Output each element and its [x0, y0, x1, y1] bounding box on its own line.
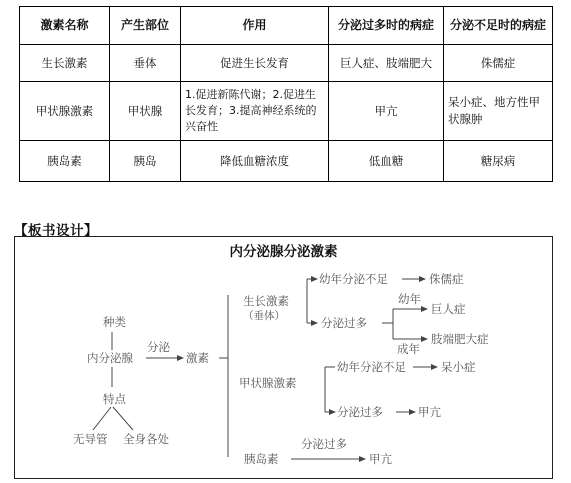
board-design-diagram [14, 236, 553, 479]
label-thyroid-hyper: 甲亢 [418, 405, 441, 419]
label-pituitary: （垂体） [243, 310, 285, 322]
label-growth-oversecretion: 分泌过多 [321, 316, 367, 330]
label-whole-body: 全身各处 [123, 432, 169, 446]
label-hormone: 激素 [186, 351, 209, 365]
label-adulthood: 成年 [397, 342, 420, 356]
label-cretinism: 呆小症 [441, 360, 476, 374]
cell-site: 甲状腺 [110, 82, 181, 141]
label-insulin: 胰岛素 [244, 452, 279, 466]
label-features: 特点 [103, 392, 126, 406]
cell-function: 促进生长发育 [181, 45, 329, 82]
header-production-site: 产生部位 [110, 7, 181, 45]
label-acromegaly: 肢端肥大症 [431, 332, 489, 346]
cell-name: 甲状腺激素 [20, 82, 110, 141]
cell-excess: 甲亢 [329, 82, 444, 141]
hormone-table [19, 6, 553, 182]
label-dwarfism: 侏儒症 [429, 272, 464, 286]
table-row [20, 45, 553, 82]
cell-site: 胰岛 [110, 141, 181, 182]
label-no-duct: 无导管 [73, 432, 108, 446]
label-thyroid-oversecretion: 分泌过多 [337, 405, 383, 419]
cell-name: 胰岛素 [20, 141, 110, 182]
header-function: 作用 [181, 7, 329, 45]
label-insulin-hyper: 甲亢 [369, 452, 392, 466]
features-branch-left [93, 407, 111, 430]
label-kinds: 种类 [103, 315, 126, 329]
cell-deficiency: 侏儒症 [444, 45, 553, 82]
features-branch-right [113, 407, 133, 430]
section-label: 【板书设计】 [14, 223, 98, 239]
cell-function: 1.促进新陈代谢；2.促进生长发育；3.提高神经系统的兴奋性 [181, 82, 329, 141]
table-row [20, 141, 553, 182]
cell-name: 生长激素 [20, 45, 110, 82]
table-row [20, 82, 553, 141]
cell-function: 降低血糖浓度 [181, 141, 329, 182]
header-excess-disease: 分泌过多时的病症 [329, 7, 444, 45]
label-childhood-deficient: 幼年分泌不足 [319, 272, 388, 286]
label-giantism: 巨人症 [431, 302, 466, 316]
header-deficiency-disease: 分泌不足时的病症 [444, 7, 553, 45]
cell-excess: 低血糖 [329, 141, 444, 182]
cell-excess: 巨人症、肢端肥大 [329, 45, 444, 82]
label-thyroid-hormone: 甲状腺激素 [239, 376, 297, 390]
label-secrete: 分泌 [147, 340, 170, 354]
table-header-row [20, 7, 553, 45]
board-title: 内分泌腺分泌激素 [229, 244, 338, 260]
label-insulin-oversecretion: 分泌过多 [301, 437, 347, 451]
cell-deficiency: 糖尿病 [444, 141, 553, 182]
label-childhood: 幼年 [398, 292, 421, 306]
label-endocrine-gland: 内分泌腺 [87, 351, 133, 365]
header-hormone-name: 激素名称 [20, 7, 110, 45]
cell-site: 垂体 [110, 45, 181, 82]
cell-deficiency: 呆小症、地方性甲状腺肿 [444, 82, 553, 141]
label-growth-hormone: 生长激素 [243, 294, 289, 308]
label-thyroid-deficient: 幼年分泌不足 [337, 360, 406, 374]
